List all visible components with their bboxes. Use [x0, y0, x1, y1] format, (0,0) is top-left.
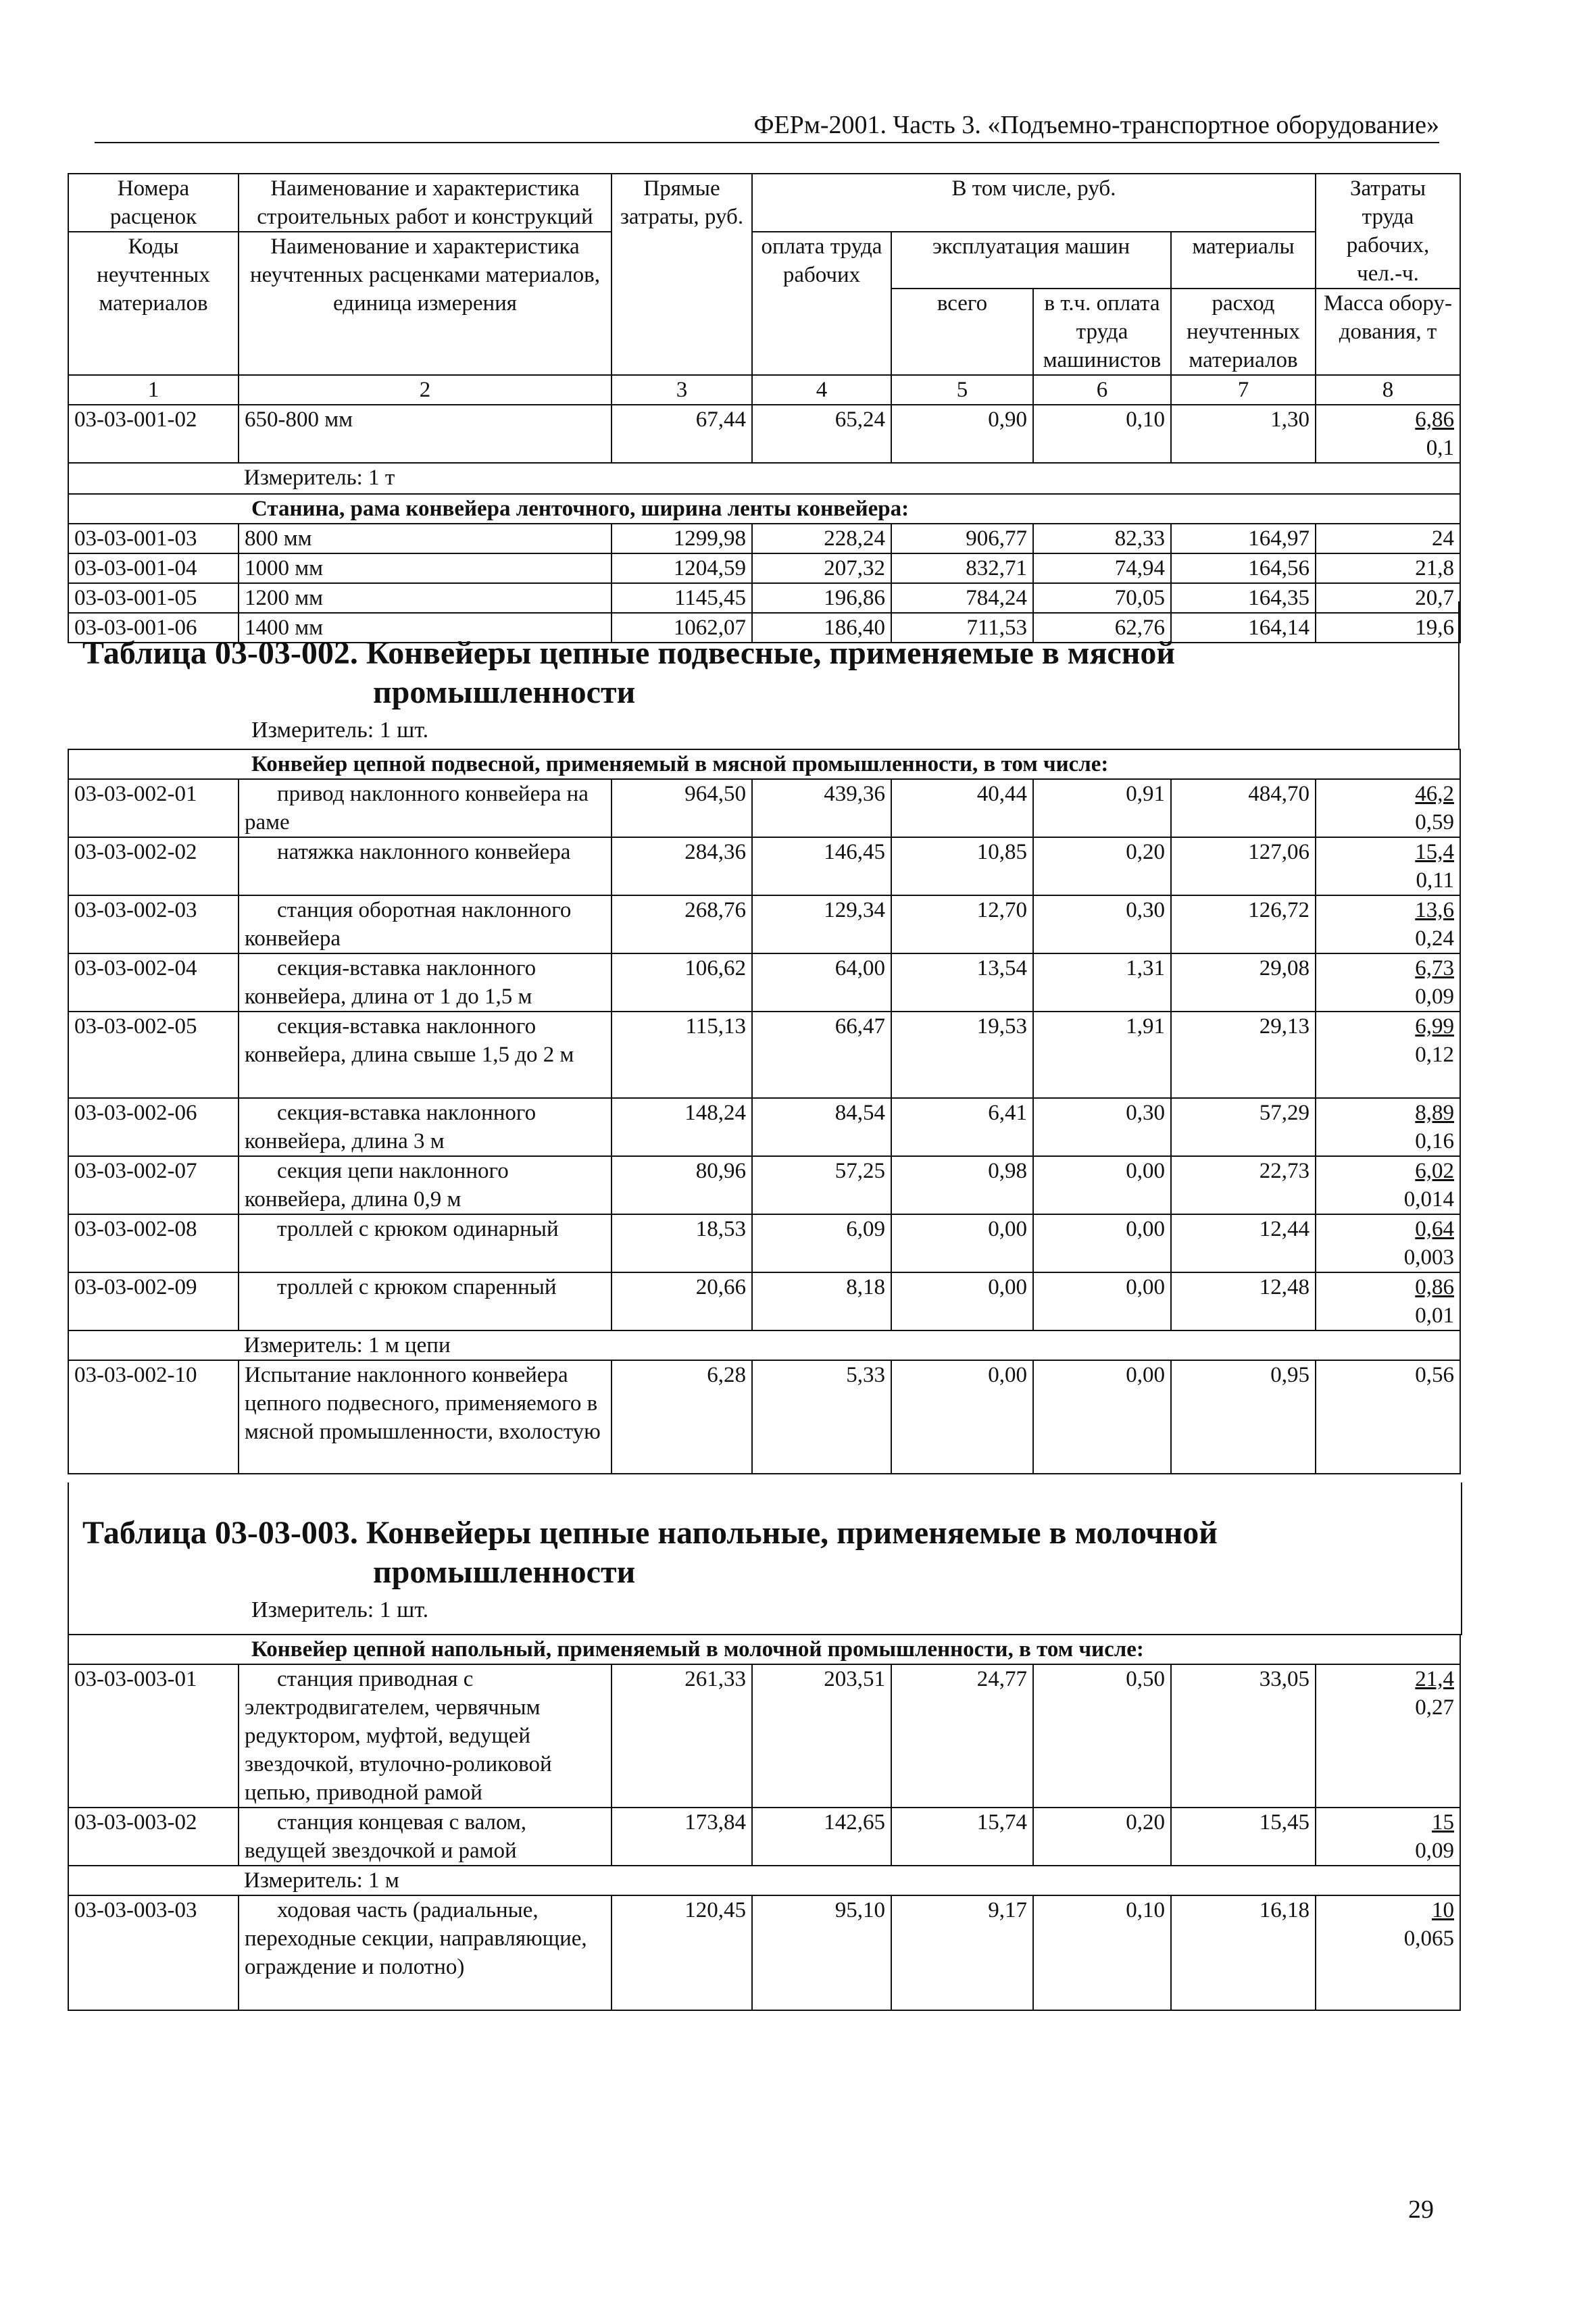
row-direct: 106,62 [612, 953, 752, 1012]
row-pay: 66,47 [752, 1012, 891, 1098]
table-03-03-002 [68, 749, 1461, 1474]
row-name: 650-800 мм [239, 405, 612, 463]
row-pay: 129,34 [752, 895, 891, 953]
row-materials: 484,70 [1171, 779, 1316, 837]
row-labor-mass [1316, 1098, 1460, 1156]
row-direct: 284,36 [612, 837, 752, 895]
row-pay: 146,45 [752, 837, 891, 895]
row-direct: 1062,07 [612, 613, 752, 643]
row-code: 03-03-003-03 [68, 1895, 239, 2010]
row-code: 03-03-001-05 [68, 583, 239, 613]
row-machine-pay: 0,30 [1033, 1098, 1171, 1156]
header-direct: Прямые затраты, руб. [612, 174, 752, 375]
frame-line [1458, 601, 1460, 750]
row-name: 1000 мм [239, 553, 612, 583]
row-mass: 0,065 [1403, 1926, 1455, 1951]
row-machine-total: 711,53 [891, 613, 1033, 643]
row-pay: 186,40 [752, 613, 891, 643]
row-machine-pay: 0,91 [1033, 779, 1171, 837]
row-materials: 16,18 [1171, 1895, 1316, 2010]
row-mass: 0,014 [1403, 1187, 1455, 1212]
row-machine-total: 0,98 [891, 1156, 1033, 1214]
table-row [68, 1895, 1460, 2010]
col-num: 6 [1033, 375, 1171, 405]
table-row [68, 779, 1460, 837]
row-machine-total: 6,41 [891, 1098, 1033, 1156]
row-pay: 95,10 [752, 1895, 891, 2010]
row-code: 03-03-002-03 [68, 895, 239, 953]
row-name: секция цепи наклонного конвейера, длина 0,9 м [239, 1156, 612, 1214]
row-machine-total: 0,00 [891, 1360, 1033, 1474]
row-name: Испытание наклонного конвейера цепного подвесного, применяемого в мясной промышленности, вхолостую [239, 1360, 612, 1474]
row-code: 03-03-002-09 [68, 1272, 239, 1330]
header-machine-op: эксплуатация машин [891, 232, 1171, 289]
row-labor-mass [1316, 405, 1460, 463]
row-labor: 21,8 [1316, 553, 1460, 583]
row-code: 03-03-001-06 [68, 613, 239, 643]
row-materials: 29,13 [1171, 1012, 1316, 1098]
row-code: 03-03-003-02 [68, 1808, 239, 1866]
row-labor-mass [1316, 1012, 1460, 1098]
table-03-03-001 [68, 173, 1461, 643]
row-materials: 33,05 [1171, 1664, 1316, 1808]
measure-line: Измеритель: 1 шт. [251, 1597, 429, 1622]
row-name: 1200 мм [239, 583, 612, 613]
row-direct: 80,96 [612, 1156, 752, 1214]
row-labor: 20,7 [1316, 583, 1460, 613]
row-name: троллей с крюком одинарный [239, 1214, 612, 1272]
row-materials: 0,95 [1171, 1360, 1316, 1474]
row-machine-pay: 82,33 [1033, 524, 1171, 553]
row-mass: 0,12 [1415, 1043, 1455, 1067]
row-name: ходовая часть (радиальные, переходные секции, направляющие, ограждение и полотно) [239, 1895, 612, 2010]
table-row [68, 1360, 1460, 1474]
row-name: 800 мм [239, 524, 612, 553]
row-labor: 8,89 [1415, 1101, 1455, 1125]
table-row [68, 1808, 1460, 1866]
row-name: натяжка наклонного конвейера [239, 837, 612, 895]
row-machine-total: 784,24 [891, 583, 1033, 613]
subsection-title: Станина, рама конвейера ленточного, ширина ленты конвейера: [68, 494, 1460, 524]
row-code: 03-03-001-04 [68, 553, 239, 583]
row-labor: 19,6 [1316, 613, 1460, 643]
row-machine-pay: 1,91 [1033, 1012, 1171, 1098]
row-labor: 21,4 [1415, 1667, 1455, 1691]
row-labor: 13,6 [1415, 898, 1455, 922]
row-labor-mass [1316, 1664, 1460, 1808]
table-row [68, 953, 1460, 1012]
table-row [68, 1272, 1460, 1330]
row-labor-mass [1316, 1156, 1460, 1214]
row-materials: 15,45 [1171, 1808, 1316, 1866]
row-mass: 0,24 [1415, 926, 1455, 951]
table-row [68, 1156, 1460, 1214]
row-machine-pay: 0,10 [1033, 405, 1171, 463]
row-materials: 22,73 [1171, 1156, 1316, 1214]
row-name: секция-вставка наклонного конвейера, длина 3 м [239, 1098, 612, 1156]
row-direct: 1204,59 [612, 553, 752, 583]
row-direct: 964,50 [612, 779, 752, 837]
row-materials: 1,30 [1171, 405, 1316, 463]
row-labor-mass [1316, 779, 1460, 837]
col-num: 4 [752, 375, 891, 405]
row-machine-total: 906,77 [891, 524, 1033, 553]
header-incl: В том числе, руб. [752, 174, 1316, 232]
row-mass: 0,11 [1416, 868, 1455, 893]
row-pay: 203,51 [752, 1664, 891, 1808]
table-title-03-03-003 [82, 1514, 1454, 1592]
header-labor-pay: оплата труда рабочих [752, 232, 891, 375]
row-labor: 6,99 [1415, 1014, 1455, 1039]
measure-text: Измеритель: 1 м цепи [244, 1333, 451, 1358]
row-code: 03-03-001-03 [68, 524, 239, 553]
row-machine-pay: 0,00 [1033, 1272, 1171, 1330]
row-direct: 20,66 [612, 1272, 752, 1330]
row-labor: 0,86 [1415, 1275, 1455, 1299]
row-mass: 0,16 [1415, 1129, 1455, 1153]
measure-line: Измеритель: 1 т [239, 463, 1460, 494]
row-code: 03-03-001-02 [68, 405, 239, 463]
row-direct: 6,28 [612, 1360, 752, 1474]
col-num: 8 [1316, 375, 1460, 405]
row-machine-pay: 74,94 [1033, 553, 1171, 583]
row-machine-total: 13,54 [891, 953, 1033, 1012]
row-code: 03-03-002-10 [68, 1360, 239, 1474]
row-pay: 207,32 [752, 553, 891, 583]
row-pay: 196,86 [752, 583, 891, 613]
col-num: 5 [891, 375, 1033, 405]
row-materials: 12,44 [1171, 1214, 1316, 1272]
row-machine-pay: 0,20 [1033, 1808, 1171, 1866]
row-pay: 57,25 [752, 1156, 891, 1214]
row-name: станция приводная с электродвигателем, червячным редуктором, муфтой, ведущей звездочкой, втулочно-роликовой цепью, приводной рамой [239, 1664, 612, 1808]
row-direct: 115,13 [612, 1012, 752, 1098]
row-labor-mass [1316, 1214, 1460, 1272]
row-labor-mass [1316, 953, 1460, 1012]
row-mass: 0,59 [1415, 810, 1455, 835]
subsection-title: Конвейер цепной напольный, применяемый в молочной промышленности, в том числе: [68, 1635, 1460, 1664]
row-direct: 268,76 [612, 895, 752, 953]
table-row [68, 405, 1460, 463]
table-row [68, 553, 1460, 583]
row-materials: 127,06 [1171, 837, 1316, 895]
row-mass: 0,09 [1415, 1839, 1455, 1863]
row-materials: 164,97 [1171, 524, 1316, 553]
row-labor: 15 [1432, 1810, 1455, 1835]
row-direct: 18,53 [612, 1214, 752, 1272]
measure-line [239, 1330, 1460, 1360]
row-machine-pay: 0,00 [1033, 1156, 1171, 1214]
row-labor-mass [1316, 895, 1460, 953]
row-machine-total: 19,53 [891, 1012, 1033, 1098]
table-row [68, 1098, 1460, 1156]
col-num: 3 [612, 375, 752, 405]
header-name-bottom: Наименование и характеристика неучтенных расценками материалов, единица измерения [239, 232, 612, 375]
header-codes-bottom: Коды неучтенных материалов [68, 232, 239, 375]
row-labor-mass [1316, 1895, 1460, 2010]
row-code: 03-03-002-05 [68, 1012, 239, 1098]
col-num: 7 [1171, 375, 1316, 405]
row-code: 03-03-002-07 [68, 1156, 239, 1214]
row-pay: 6,09 [752, 1214, 891, 1272]
row-materials: 57,29 [1171, 1098, 1316, 1156]
row-machine-pay: 0,00 [1033, 1360, 1171, 1474]
row-machine-pay: 70,05 [1033, 583, 1171, 613]
row-machine-total: 10,85 [891, 837, 1033, 895]
row-code: 03-03-002-01 [68, 779, 239, 837]
row-machine-total: 832,71 [891, 553, 1033, 583]
row-mass: 0,09 [1415, 985, 1455, 1009]
row-machine-pay: 1,31 [1033, 953, 1171, 1012]
row-code: 03-03-003-01 [68, 1664, 239, 1808]
row-pay: 64,00 [752, 953, 891, 1012]
table-row [68, 583, 1460, 613]
row-name: секция-вставка наклонного конвейера, длина свыше 1,5 до 2 м [239, 1012, 612, 1098]
row-machine-total: 15,74 [891, 1808, 1033, 1866]
table-title-line1: Таблица 03-03-003. Конвейеры цепные напольные, применяемые в молочной [82, 1515, 1218, 1551]
row-code: 03-03-002-08 [68, 1214, 239, 1272]
header-codes-top: Номера расценок [68, 174, 239, 232]
row-machine-total: 12,70 [891, 895, 1033, 953]
row-mass: 0,003 [1403, 1245, 1455, 1270]
measure-line: Измеритель: 1 шт. [251, 718, 429, 743]
row-labor: 46,2 [1415, 782, 1455, 806]
row-pay: 439,36 [752, 779, 891, 837]
row-direct: 67,44 [612, 405, 752, 463]
row-direct: 261,33 [612, 1664, 752, 1808]
row-pay: 228,24 [752, 524, 891, 553]
row-materials: 164,56 [1171, 553, 1316, 583]
header-name-top: Наименование и характеристика строительных работ и конструкций [239, 174, 612, 232]
row-name: секция-вставка наклонного конвейера, длина от 1 до 1,5 м [239, 953, 612, 1012]
row-labor: 10 [1432, 1898, 1455, 1922]
row-machine-pay: 0,30 [1033, 895, 1171, 953]
header-materials: материалы [1171, 232, 1316, 289]
table-title-line2: промышленности [373, 1554, 636, 1590]
row-direct: 120,45 [612, 1895, 752, 2010]
row-pay: 142,65 [752, 1808, 891, 1866]
row-name: станция концевая с валом, ведущей звездочкой и рамой [239, 1808, 612, 1866]
row-direct: 1299,98 [612, 524, 752, 553]
row-materials: 164,14 [1171, 613, 1316, 643]
row-code: 03-03-002-02 [68, 837, 239, 895]
measure-line: Измеритель: 1 м [239, 1866, 1460, 1895]
table-row [68, 1664, 1460, 1808]
header-machine-total: всего [891, 289, 1033, 375]
header-materials-use: расход неучтенных материалов [1171, 289, 1316, 375]
row-code: 03-03-002-04 [68, 953, 239, 1012]
row-labor: 24 [1316, 524, 1460, 553]
row-machine-pay: 62,76 [1033, 613, 1171, 643]
row-code: 03-03-002-06 [68, 1098, 239, 1156]
row-labor-mass [1316, 1272, 1460, 1330]
row-machine-pay: 0,00 [1033, 1214, 1171, 1272]
row-materials: 164,35 [1171, 583, 1316, 613]
row-labor: 6,73 [1415, 956, 1455, 980]
table-row [68, 524, 1460, 553]
col-num: 1 [68, 375, 239, 405]
row-name: станция оборотная наклонного конвейера [239, 895, 612, 953]
row-machine-total: 0,00 [891, 1214, 1033, 1272]
row-materials: 29,08 [1171, 953, 1316, 1012]
row-machine-total: 0,90 [891, 405, 1033, 463]
row-labor-mass [1316, 1808, 1460, 1866]
col-num: 2 [239, 375, 612, 405]
row-pay: 84,54 [752, 1098, 891, 1156]
header-labor-cost: Затраты труда рабочих, чел.-ч. [1316, 174, 1460, 289]
table-title-03-03-002 [82, 634, 1454, 712]
row-machine-pay: 0,50 [1033, 1664, 1171, 1808]
subsection-title: Конвейер цепной подвесной, применяемый в мясной промышленности, в том числе: [68, 749, 1460, 779]
row-pay: 8,18 [752, 1272, 891, 1330]
row-pay: 5,33 [752, 1360, 891, 1474]
row-labor: 15,4 [1415, 840, 1455, 864]
table-title-line2: промышленности [373, 674, 636, 710]
row-materials: 12,48 [1171, 1272, 1316, 1330]
row-name: троллей с крюком спаренный [239, 1272, 612, 1330]
row-machine-total: 0,00 [891, 1272, 1033, 1330]
row-machine-pay: 0,20 [1033, 837, 1171, 895]
row-name: привод наклонного конвейера на раме [239, 779, 612, 837]
table-row [68, 1214, 1460, 1272]
row-machine-total: 40,44 [891, 779, 1033, 837]
running-head: ФЕРм-2001. Часть 3. «Подъемно-транспортное оборудование» [95, 108, 1439, 143]
row-mass: 0,01 [1415, 1303, 1455, 1328]
table-row [68, 895, 1460, 953]
row-labor: 6,86 [1415, 407, 1455, 432]
table-03-03-003 [68, 1634, 1461, 2011]
row-direct: 148,24 [612, 1098, 752, 1156]
row-mass: 0,27 [1415, 1695, 1455, 1720]
table-row [68, 837, 1460, 895]
row-labor: 6,02 [1415, 1159, 1455, 1183]
row-mass: 0,1 [1426, 436, 1455, 460]
row-labor-mass [1316, 837, 1460, 895]
row-materials: 126,72 [1171, 895, 1316, 953]
row-pay: 65,24 [752, 405, 891, 463]
table-row [68, 1012, 1460, 1098]
header-machine-pay: в т.ч. оплата труда машинистов [1033, 289, 1171, 375]
row-machine-total: 9,17 [891, 1895, 1033, 2010]
row-machine-pay: 0,10 [1033, 1895, 1171, 2010]
row-machine-total: 24,77 [891, 1664, 1033, 1808]
row-labor: 0,56 [1316, 1360, 1460, 1474]
row-direct: 1145,45 [612, 583, 752, 613]
table-title-line1: Таблица 03-03-002. Конвейеры цепные подвесные, применяемые в мясной [82, 635, 1176, 671]
header-mass: Масса обору-дования, т [1316, 289, 1460, 375]
row-labor: 0,64 [1415, 1217, 1455, 1241]
row-direct: 173,84 [612, 1808, 752, 1866]
page-number: 29 [1408, 2195, 1434, 2224]
row-name: 1400 мм [239, 613, 612, 643]
